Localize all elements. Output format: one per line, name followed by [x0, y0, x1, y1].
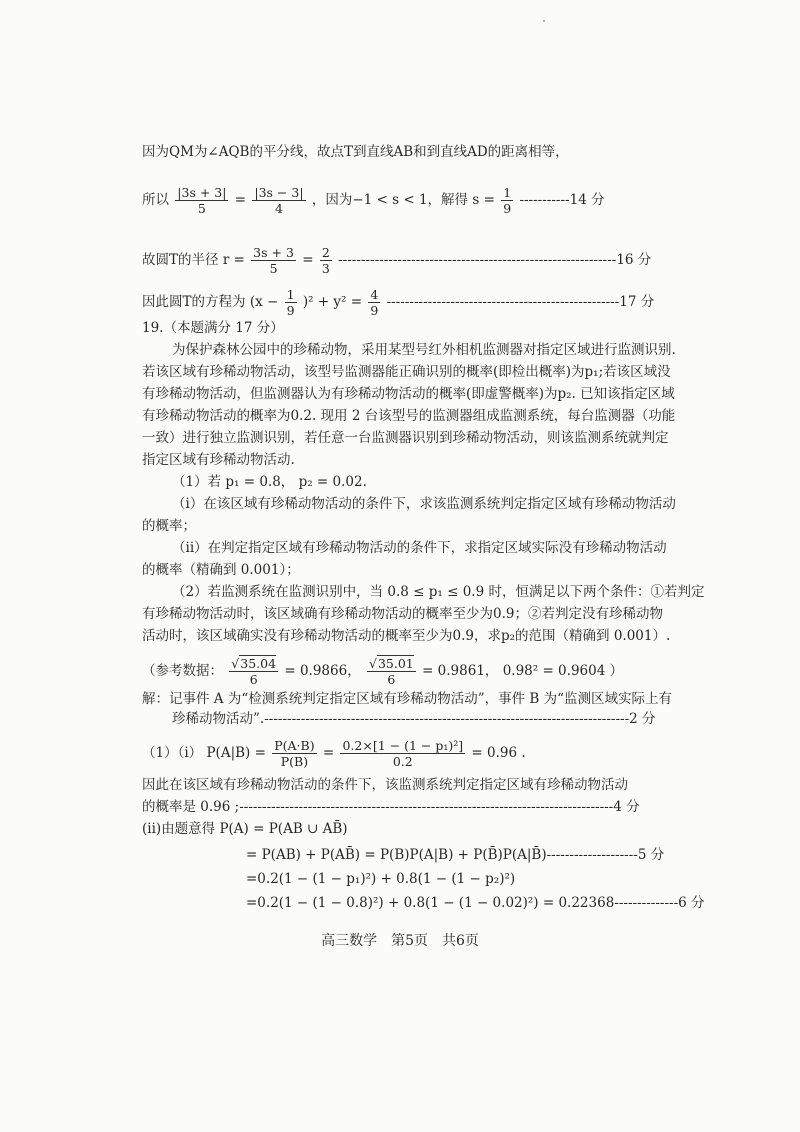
solution-text: 的概率是 0.96 ;----------------------------------------------------------------------------------4 分 [142, 799, 640, 815]
part-1i: 的概率； [142, 518, 196, 534]
score-marker: --------------------------------------------------------------------------------2 分 [264, 711, 656, 727]
scan-speck [543, 20, 545, 22]
fraction-sqrt-3501: $\frac{√35.01}{6}$ [369, 656, 414, 687]
problem-text: 若该区域有珍稀动物活动，该型号监测器能正确识别的概率(即检出概率)为p₁;若该区域没 [142, 364, 671, 380]
fraction-radius: $\frac{3s + 3}{5}$ [253, 245, 294, 276]
condition-1: （1）若 p₁ = 0.8， p₂ = 0.02. [172, 474, 367, 490]
part-2: 有珍稀动物活动时，该区域确有珍稀动物活动的概率至少为0.9；②若判定没有珍稀动物 [142, 606, 663, 622]
line-distance-equation: 所以 $\frac{|3s + 3|}{5}$ = $\frac{|3s - 3|}{4}$ ，因为−1 < s < 1，解得 s = $\frac{1}{9}$ -----------14 分 [142, 185, 605, 216]
reference-data: （参考数据： $\frac{√35.04}{6}$ = 0.9866， $\frac{√35.01}{6}$ = 0.9861， 0.98² = 0.9604 ） [142, 656, 624, 687]
line-circle-equation: 因此圆T的方程为 (x − $\frac{1}{9}$ )² + y² = $\frac{4}{9}$ ---------------------------------------------------17 分 [142, 287, 655, 318]
question-19-title: 19.（本题满分 17 分） [142, 320, 284, 336]
solution-text: =0.2(1 − (1 − 0.8)²) + 0.8(1 − (1 − 0.02)²) = 0.22368--------------6 分 [246, 895, 705, 911]
fraction-pab: $\frac{P(A\cdot B)}{P(B)}$ [274, 738, 315, 769]
fraction-center: $\frac{1}{9}$ [286, 287, 295, 318]
score-marker: -------------------------------------------------------------16 分 [338, 252, 652, 268]
score-marker: -----------14 分 [519, 192, 605, 208]
part-2: （2）若监测系统在监测识别中，当 0.8 ≤ p₁ ≤ 0.9 时，恒满足以下两个条件：①若判定 [172, 584, 705, 600]
fraction-radius-value: $\frac{2}{3}$ [321, 245, 330, 276]
score-marker: ---------------------------------------------------17 分 [386, 294, 655, 310]
line-radius: 故圆T的半径 r = $\frac{3s + 3}{5}$ = $\frac{2}{3}$ -------------------------------------------------------------16 分 [142, 245, 652, 276]
solution-text: = P(AB) + P(AB̄) = P(B)P(A|B) + P(B̄)P(A|B̄)--------------------5 分 [246, 847, 665, 863]
solution-text: 因此在该区域有珍稀动物活动的条件下，该监测系统判定指定区域有珍稀动物活动 [142, 777, 628, 793]
problem-text: 有珍稀动物活动的概率为0.2. 现用 2 台该型号的监测器组成监测系统，每台监测器（功能 [142, 408, 676, 424]
page-footer: 高三数学 第5页 共6页 [321, 933, 479, 949]
conditional-probability: （1）（i） P(A|B) = $\frac{P(A\cdot B)}{P(B)}$ = $\frac{\text{0.2×[1 − (1 − p₁)²]}}{0.2}$ = 0.96 . [142, 738, 526, 769]
solution-text: 解：记事件 A 为“检测系统判定指定区域有珍稀动物活动”，事件 B 为“监测区域实际上有 [142, 691, 673, 707]
fraction-left: $\frac{|3s + 3|}{5}$ [177, 185, 227, 216]
solution-text: (ii)由题意得 P(A) = P(AB ∪ AB̄) [142, 821, 348, 837]
score-marker: --------------------5 分 [546, 847, 665, 863]
fraction-right: $\frac{|3s - 3|}{4}$ [254, 185, 304, 216]
score-marker: ----------------------------------------------------------------------------------4 分 [239, 799, 640, 815]
problem-text: 指定区域有珍稀动物活动. [142, 452, 295, 468]
fraction-pab-value: $\frac{\text{0.2×[1 − (1 − p₁)²]}}{0.2}$ [342, 738, 464, 769]
solution-text: =0.2(1 − (1 − p₁)²) + 0.8(1 − (1 − p₂)²) [246, 871, 516, 887]
solution-text: 珍稀动物活动”.--------------------------------------------------------------------------------2 分 [172, 711, 656, 727]
score-marker: --------------6 分 [614, 895, 705, 911]
line-bisector: 因为QM为∠AQB的平分线，故点T到直线AB和到直线AD的距离相等， [142, 144, 569, 160]
fraction-s: $\frac{1}{9}$ [503, 185, 512, 216]
part-1ii: 的概率（精确到 0.001）； [142, 562, 300, 578]
fraction-sqrt-3504: $\frac{√35.04}{6}$ [231, 656, 277, 687]
problem-text: 为保护森林公园中的珍稀动物，采用某型号红外相机监测器对指定区域进行监测识别. [172, 342, 676, 358]
part-2: 活动时，该区域确实没有珍稀动物活动的概率至少为0.9，求p₂的范围（精确到 0.001）. [142, 628, 671, 644]
problem-text: 一致）进行独立监测识别，若任意一台监测器识别到珍稀动物活动，则该监测系统就判定 [142, 430, 669, 446]
part-1ii: （ii）在判定指定区域有珍稀动物活动的条件下，求指定区域实际没有珍稀动物活动 [172, 540, 667, 556]
part-1i: （i）在该区域有珍稀动物活动的条件下，求该监测系统判定指定区域有珍稀动物活动 [172, 496, 676, 512]
fraction-radius-squared: $\frac{4}{9}$ [370, 287, 379, 318]
problem-text: 有珍稀动物活动，但监测器认为有珍稀动物活动的概率(即虚警概率)为p₂. 已知该指定区域 [142, 386, 675, 402]
